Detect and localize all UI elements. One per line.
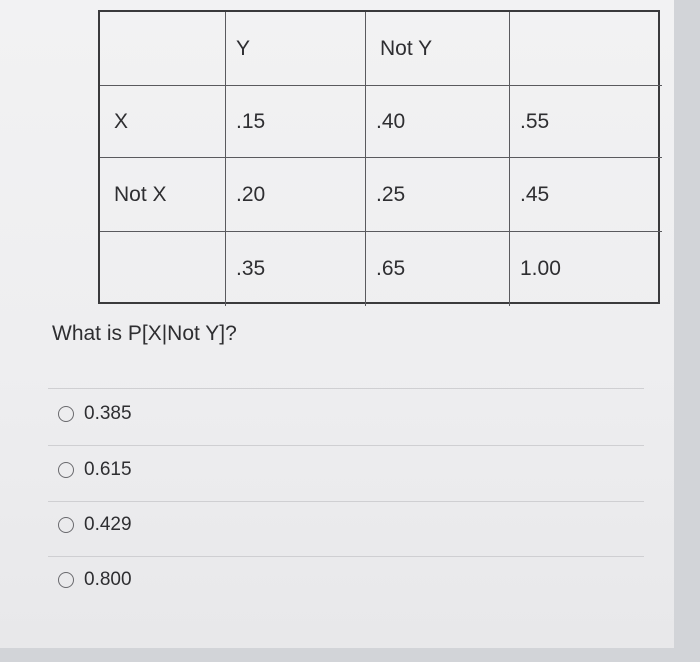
table-header-cell: Not Y (366, 12, 510, 86)
table-cell: .40 (366, 86, 510, 158)
answer-option[interactable] (58, 514, 132, 536)
table-cell: .65 (366, 232, 510, 306)
answer-option-label: 0.615 (84, 459, 132, 480)
divider (48, 445, 644, 446)
answer-option[interactable] (58, 459, 132, 481)
radio-button[interactable] (58, 517, 74, 533)
table-header-cell (510, 12, 662, 86)
table-cell: .20 (226, 158, 366, 232)
answer-option[interactable] (58, 569, 132, 591)
divider (48, 501, 644, 502)
table-cell: .35 (226, 232, 366, 306)
table-row-label (100, 232, 226, 306)
question-text: What is P[X|Not Y]? (52, 322, 237, 345)
table-cell: .45 (510, 158, 662, 232)
table-cell: .15 (226, 86, 366, 158)
answer-option-label: 0.429 (84, 514, 132, 535)
answer-option[interactable] (58, 403, 132, 425)
answer-option-label: 0.385 (84, 403, 132, 424)
radio-button[interactable] (58, 406, 74, 422)
table-cell: 1.00 (520, 257, 561, 280)
answer-option-label: 0.800 (84, 569, 132, 590)
table-header-cell (100, 12, 226, 86)
table-row-label: X (100, 86, 226, 158)
table-cell: .25 (366, 158, 510, 232)
radio-button[interactable] (58, 462, 74, 478)
table-row-label: Not X (100, 158, 226, 232)
probability-table (98, 10, 660, 304)
table-header-cell: Y (226, 12, 366, 86)
table-cell: .55 (510, 86, 662, 158)
divider (48, 388, 644, 389)
radio-button[interactable] (58, 572, 74, 588)
divider (48, 556, 644, 557)
